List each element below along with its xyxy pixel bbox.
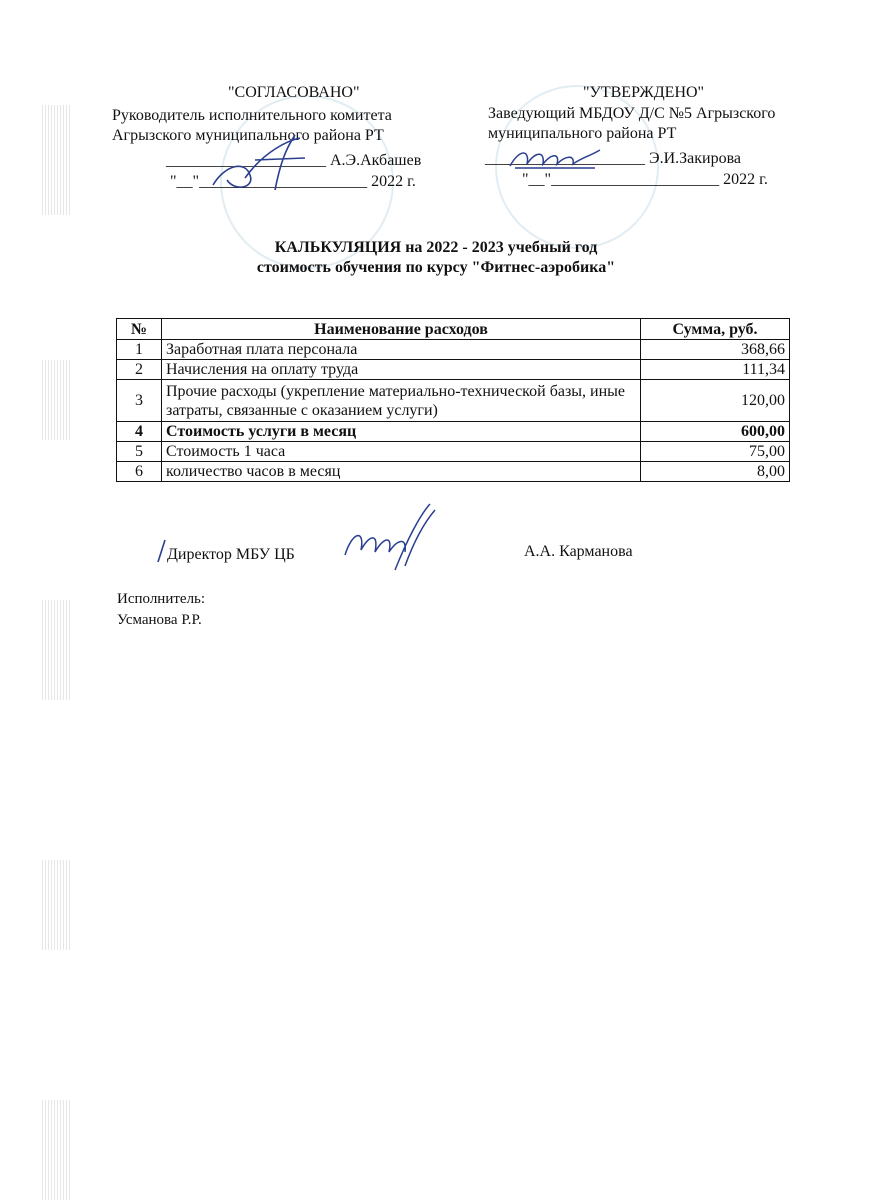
signature-zakirova	[505, 138, 605, 178]
row-name: Заработная плата персонала	[162, 340, 641, 360]
row-num: 2	[117, 360, 162, 380]
row-name: Прочие расходы (укрепление материально-технической базы, иные затраты, связанные с оказанием услуги)	[162, 380, 641, 422]
signature-karmanova	[335, 500, 445, 580]
table-row	[117, 462, 790, 482]
table-row-total	[117, 422, 790, 442]
pen-mark	[155, 538, 167, 564]
approval-right-signer: ____________________ Э.И.Закирова	[485, 150, 742, 167]
row-num: 1	[117, 340, 162, 360]
document-title: КАЛЬКУЛЯЦИЯ на 2022 - 2023 учебный год	[274, 239, 598, 256]
approval-left-heading: "СОГЛАСОВАНО"	[228, 84, 360, 101]
approval-left-line2: Агрызского муниципального района РТ	[112, 127, 384, 144]
scan-artifact	[42, 860, 72, 950]
row-sum: 75,00	[641, 442, 790, 462]
table-row	[117, 442, 790, 462]
row-num: 6	[117, 462, 162, 482]
executor-name: Усманова Р.Р.	[117, 612, 202, 628]
director-name: А.А. Карманова	[524, 543, 633, 560]
approval-left-date: "__"_____________________ 2022 г.	[170, 173, 416, 190]
row-name: Начисления на оплату труда	[162, 360, 641, 380]
row-sum: 8,00	[641, 462, 790, 482]
row-name: Стоимость услуги в месяц	[162, 422, 641, 442]
header-sum: Сумма, руб.	[641, 319, 790, 340]
row-num: 3	[117, 380, 162, 422]
row-sum: 120,00	[641, 380, 790, 422]
scan-artifact	[42, 600, 72, 700]
scan-artifact	[42, 1100, 72, 1200]
row-sum: 111,34	[641, 360, 790, 380]
approval-right-line1: Заведующий МБДОУ Д/С №5 Агрызского	[488, 105, 776, 122]
director-label: Директор МБУ ЦБ	[167, 546, 295, 563]
header-num: №	[117, 319, 162, 340]
approval-right-line2: муниципального района РТ	[488, 125, 677, 142]
approval-right-heading: "УТВЕРЖДЕНО"	[583, 84, 705, 101]
row-sum: 600,00	[641, 422, 790, 442]
row-num: 4	[117, 422, 162, 442]
calculation-table	[116, 318, 790, 482]
row-name: Стоимость 1 часа	[162, 442, 641, 462]
table-header-row	[117, 319, 790, 340]
header-name: Наименование расходов	[162, 319, 641, 340]
executor-label: Исполнитель:	[117, 591, 206, 607]
document-subtitle: стоимость обучения по курсу "Фитнес-аэробика"	[256, 259, 616, 276]
table-row	[117, 340, 790, 360]
signature-akbashev	[205, 130, 325, 200]
approval-left-line1: Руководитель исполнительного комитета	[112, 107, 392, 124]
approval-left-signer: ____________________ А.Э.Акбашев	[166, 152, 422, 169]
scan-artifact	[42, 105, 72, 215]
table-row	[117, 360, 790, 380]
row-sum: 368,66	[641, 340, 790, 360]
row-name: количество часов в месяц	[162, 462, 641, 482]
row-num: 5	[117, 442, 162, 462]
table-row	[117, 380, 790, 422]
scan-artifact	[42, 360, 72, 440]
approval-right-date: "__"_____________________ 2022 г.	[522, 171, 768, 188]
